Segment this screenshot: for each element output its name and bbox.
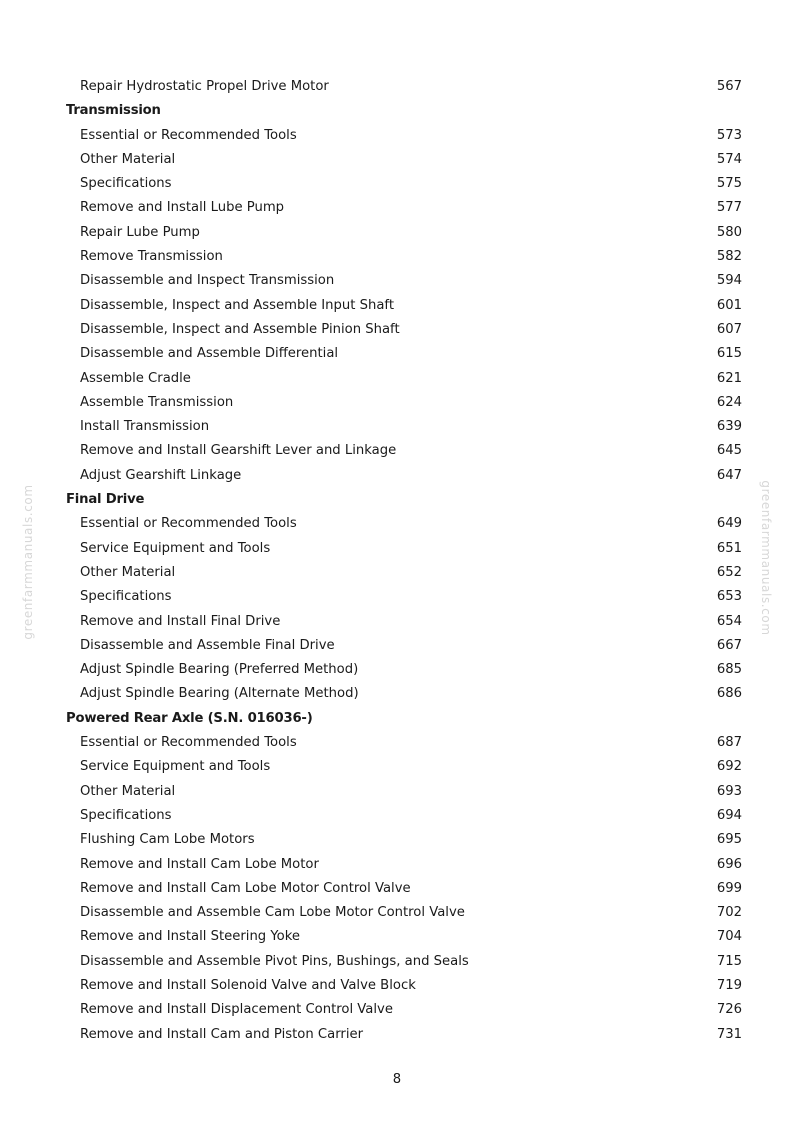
entry-title: Service Equipment and Tools	[80, 759, 271, 775]
entry-page-number: 577	[716, 200, 742, 216]
entry-page-number: 575	[716, 176, 742, 192]
entry-page-number: 692	[716, 759, 742, 775]
entry-title: Other Material	[80, 151, 176, 167]
toc-entry[interactable]	[0, 439, 794, 463]
entry-page-number: 695	[716, 832, 742, 848]
entry-title: Remove and Install Lube Pump	[80, 200, 285, 216]
toc-entry[interactable]	[0, 245, 794, 269]
entry-page-number: 647	[716, 467, 742, 483]
entry-title: Disassemble and Assemble Pivot Pins, Bushings, and Seals	[80, 953, 469, 969]
entry-title: Adjust Gearshift Linkage	[80, 467, 242, 483]
entry-page-number: 652	[716, 564, 742, 580]
entry-page-number: 731	[716, 1026, 742, 1042]
toc-section-heading	[0, 99, 794, 123]
entry-page-number: 667	[716, 637, 742, 653]
toc-entry[interactable]	[0, 853, 794, 877]
entry-title: Disassemble and Assemble Final Drive	[80, 637, 335, 653]
entry-page-number: 621	[716, 370, 742, 386]
entry-title: Remove and Install Cam Lobe Motor Control Valve	[80, 880, 411, 896]
toc-entry[interactable]	[0, 974, 794, 998]
entry-title: Repair Lube Pump	[80, 224, 200, 240]
toc-entry[interactable]	[0, 415, 794, 439]
toc-entry[interactable]	[0, 561, 794, 585]
entry-title: Remove Transmission	[80, 249, 223, 265]
toc-entry[interactable]	[0, 294, 794, 318]
entry-title: Essential or Recommended Tools	[80, 516, 297, 532]
toc-entry[interactable]	[0, 998, 794, 1022]
entry-title: Adjust Spindle Bearing (Alternate Method)	[80, 686, 359, 702]
entry-title: Install Transmission	[80, 419, 210, 435]
entry-title: Remove and Install Solenoid Valve and Valve Block	[80, 977, 416, 993]
entry-title: Remove and Install Displacement Control Valve	[80, 1002, 393, 1018]
section-title: Powered Rear Axle (S.N. 016036-)	[66, 710, 313, 726]
entry-title: Assemble Cradle	[80, 370, 191, 386]
toc-entry[interactable]	[0, 731, 794, 755]
entry-page-number: 693	[716, 783, 742, 799]
entry-page-number: 653	[716, 589, 742, 605]
toc-entry[interactable]	[0, 537, 794, 561]
toc-section-heading	[0, 488, 794, 512]
toc-entry[interactable]	[0, 610, 794, 634]
entry-title: Adjust Spindle Bearing (Preferred Method)	[80, 662, 359, 678]
watermark-right: greenfarmmanuals.com	[759, 480, 773, 636]
entry-page-number: 704	[716, 929, 742, 945]
entry-page-number: 582	[716, 249, 742, 265]
toc-entry[interactable]	[0, 464, 794, 488]
toc-entry[interactable]	[0, 585, 794, 609]
toc-entry[interactable]	[0, 925, 794, 949]
entry-page-number: 687	[716, 735, 742, 751]
entry-page-number: 702	[716, 905, 742, 921]
entry-title: Specifications	[80, 589, 172, 605]
toc-entry[interactable]	[0, 124, 794, 148]
entry-title: Remove and Install Cam Lobe Motor	[80, 856, 319, 872]
entry-page-number: 645	[716, 443, 742, 459]
toc-entry[interactable]	[0, 172, 794, 196]
entry-page-number: 567	[716, 79, 742, 94]
toc-entry[interactable]	[0, 318, 794, 342]
toc-entry[interactable]	[0, 196, 794, 220]
entry-title: Remove and Install Cam and Piston Carrier	[80, 1026, 364, 1042]
toc-entry[interactable]	[0, 755, 794, 779]
page-number: 8	[392, 1072, 402, 1087]
entry-page-number: 573	[716, 127, 742, 143]
toc-entry[interactable]	[0, 901, 794, 925]
entry-title: Other Material	[80, 783, 176, 799]
entry-title: Essential or Recommended Tools	[80, 735, 297, 751]
entry-page-number: 651	[716, 540, 742, 556]
entry-title: Repair Hydrostatic Propel Drive Motor	[80, 79, 329, 94]
entry-page-number: 685	[716, 662, 742, 678]
toc-entry[interactable]	[0, 780, 794, 804]
toc-entry[interactable]	[0, 342, 794, 366]
entry-title: Disassemble and Inspect Transmission	[80, 273, 335, 289]
toc-entry[interactable]	[0, 634, 794, 658]
entry-title: Essential or Recommended Tools	[80, 127, 297, 143]
toc-entry[interactable]	[0, 75, 794, 99]
toc-entry[interactable]	[0, 828, 794, 852]
entry-title: Disassemble and Assemble Cam Lobe Motor Control Valve	[80, 905, 465, 921]
toc-entry[interactable]	[0, 148, 794, 172]
watermark-left: greenfarmmanuals.com	[21, 484, 35, 640]
table-of-contents	[0, 75, 794, 1047]
entry-title: Remove and Install Steering Yoke	[80, 929, 301, 945]
toc-entry[interactable]	[0, 367, 794, 391]
entry-title: Remove and Install Final Drive	[80, 613, 281, 629]
entry-page-number: 654	[716, 613, 742, 629]
entry-title: Other Material	[80, 564, 176, 580]
entry-title: Remove and Install Gearshift Lever and Linkage	[80, 443, 397, 459]
entry-title: Assemble Transmission	[80, 394, 234, 410]
toc-entry[interactable]	[0, 950, 794, 974]
entry-page-number: 607	[716, 321, 742, 337]
entry-title: Disassemble, Inspect and Assemble Input Shaft	[80, 297, 395, 313]
entry-page-number: 726	[716, 1002, 742, 1018]
entry-page-number: 694	[716, 807, 742, 823]
entry-title: Flushing Cam Lobe Motors	[80, 832, 255, 848]
entry-title: Disassemble and Assemble Differential	[80, 346, 339, 362]
toc-entry[interactable]	[0, 269, 794, 293]
entry-page-number: 715	[716, 953, 742, 969]
toc-section-heading	[0, 707, 794, 731]
entry-page-number: 615	[716, 346, 742, 362]
toc-entry[interactable]	[0, 221, 794, 245]
entry-page-number: 624	[716, 394, 742, 410]
entry-page-number: 696	[716, 856, 742, 872]
entry-page-number: 601	[716, 297, 742, 313]
entry-page-number: 639	[716, 419, 742, 435]
entry-page-number: 594	[716, 273, 742, 289]
toc-entry[interactable]	[0, 804, 794, 828]
entry-title: Disassemble, Inspect and Assemble Pinion Shaft	[80, 321, 400, 337]
section-title: Transmission	[66, 103, 161, 119]
section-title: Final Drive	[66, 492, 145, 508]
toc-entry[interactable]	[0, 1023, 794, 1047]
entry-page-number: 686	[716, 686, 742, 702]
entry-page-number: 574	[716, 151, 742, 167]
toc-entry[interactable]	[0, 391, 794, 415]
entry-page-number: 649	[716, 516, 742, 532]
entry-title: Specifications	[80, 176, 172, 192]
entry-page-number: 699	[716, 880, 742, 896]
entry-page-number: 580	[716, 224, 742, 240]
entry-title: Specifications	[80, 807, 172, 823]
toc-entry[interactable]	[0, 682, 794, 706]
toc-entry[interactable]	[0, 512, 794, 536]
entry-page-number: 719	[716, 977, 742, 993]
toc-entry[interactable]	[0, 658, 794, 682]
toc-entry[interactable]	[0, 877, 794, 901]
entry-title: Service Equipment and Tools	[80, 540, 271, 556]
